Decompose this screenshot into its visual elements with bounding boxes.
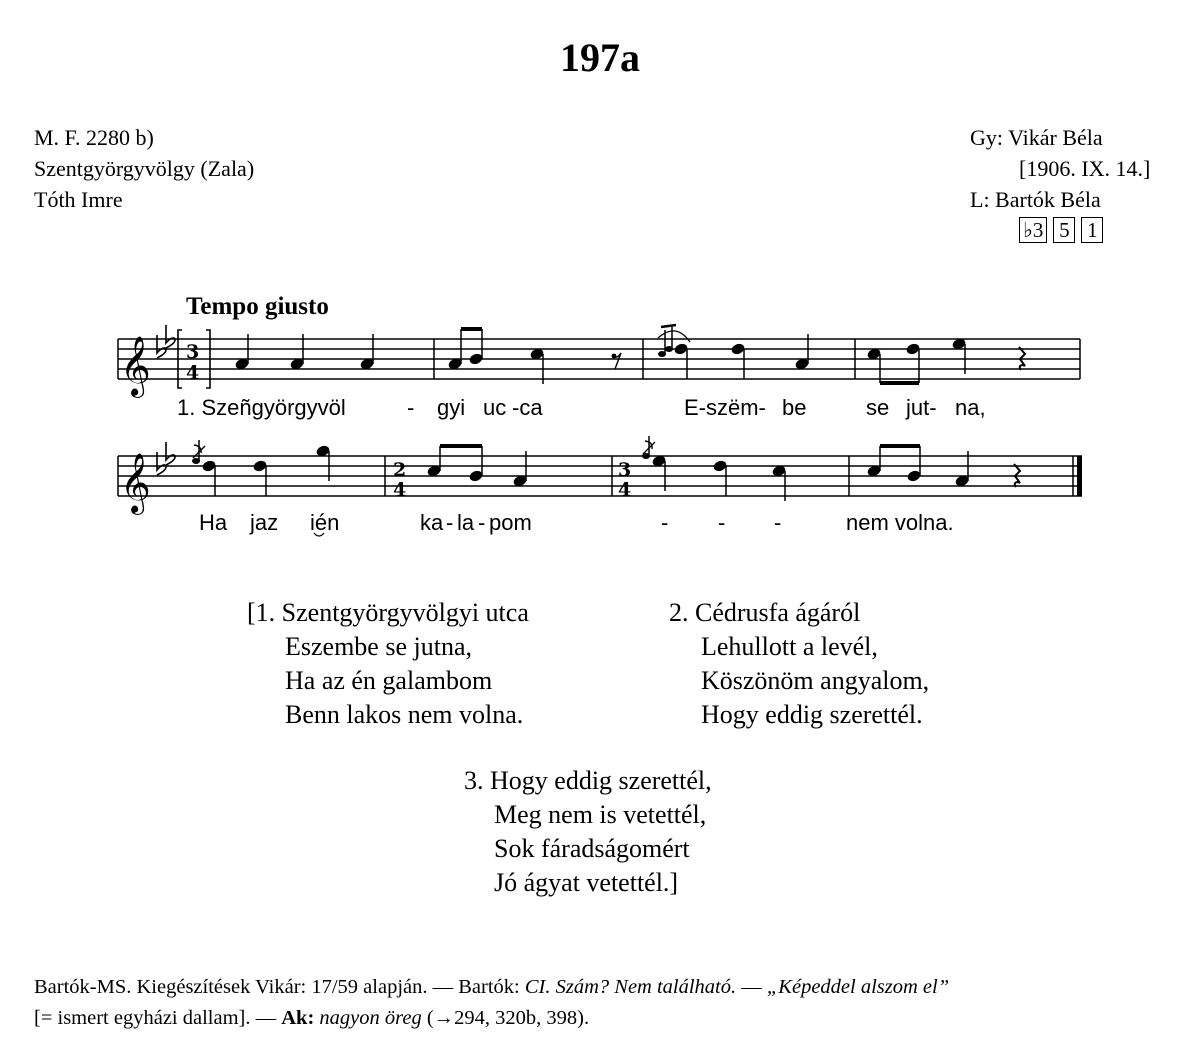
catalog-number: M. F. 2280 b): [34, 125, 154, 150]
lyric: -: [774, 510, 782, 535]
page-title: 197a: [560, 35, 640, 80]
tempo-marking: Tempo giusto: [186, 293, 329, 320]
lyric: E-szëm-: [684, 395, 766, 420]
lyric: -: [446, 510, 454, 535]
footnote-text: (→294, 320b, 398).: [421, 1007, 590, 1029]
footnote-italic: nagyon öreg: [319, 1007, 422, 1029]
stanza-line: Meg nem is vetettél,: [494, 800, 707, 829]
treble-clef-icon: 𝄞: [120, 336, 151, 396]
location: Szentgyörgyvölgy (Zala): [34, 156, 255, 181]
lyric: jaz: [250, 510, 279, 535]
cadence-box: 5: [1053, 217, 1075, 243]
stanza-line: Eszembe se jutna,: [285, 632, 472, 661]
performer: Tóth Imre: [34, 187, 123, 212]
footnote-italic: CI. Szám? Nem található.: [524, 976, 737, 998]
stanza-line: Jó ágyat vetettél.]: [494, 868, 679, 897]
lyric: -ca: [512, 395, 543, 420]
stanza-2: [669, 596, 929, 732]
lyric: be: [782, 395, 807, 420]
lyric: -: [478, 510, 486, 535]
eighth-rest-icon: [612, 353, 621, 369]
lyric: -: [718, 510, 726, 535]
cadence-box: 1: [1081, 217, 1103, 243]
svg-text:3: 3: [186, 341, 200, 363]
cadence-box: ♭3: [1019, 217, 1047, 243]
lyric: la: [457, 510, 475, 535]
stanza-line: Benn lakos nem volna.: [285, 700, 524, 729]
stanza-line: 3. Hogy eddig szerettél,: [464, 766, 712, 795]
footnote-text: [= ismert egyházi dallam]. —: [34, 1007, 282, 1029]
lyric: ka: [420, 510, 444, 535]
transcriber: L: Bartók Béla: [970, 187, 1101, 212]
lyric: 1. Szeñgyörgyvöl: [177, 395, 346, 420]
lyrics-line-1: [177, 395, 986, 420]
collector: Gy: Vikár Béla: [970, 125, 1103, 150]
footnote: [34, 972, 1174, 1034]
footnote-text: Bartók-MS. Kiegészítések Vikár: 17/59 alapján. — Bartók:: [34, 976, 525, 998]
stanza-line: [1. Szentgyörgyvölgyi utca: [247, 598, 529, 627]
lyric: ién: [310, 510, 340, 535]
lyric: se: [866, 395, 890, 420]
stanza-line: Sok fáradságomért: [494, 834, 690, 863]
svg-text:2: 2: [393, 459, 407, 481]
lyric: Ha: [199, 510, 228, 535]
stanza-line: 2. Cédrusfa ágáról: [669, 598, 861, 627]
lyric: gyi: [437, 395, 466, 420]
stanza-1: [247, 596, 529, 732]
svg-text:4: 4: [393, 479, 407, 501]
treble-clef-icon: 𝄞: [120, 453, 151, 513]
stanza-3: [464, 764, 712, 900]
staff-system-1: [118, 325, 1080, 398]
lyric: -: [661, 510, 669, 535]
lyrics-line-2: [199, 510, 954, 536]
footnote-text: —: [736, 976, 767, 998]
stanza-line: Hogy eddig szerettél.: [701, 700, 923, 729]
lyric: uc: [483, 395, 507, 420]
stanza-line: Ha az én galambom: [285, 666, 493, 695]
lyric: nem volna.: [846, 510, 954, 535]
lyric: jut-: [906, 395, 937, 420]
stanza-line: Köszönöm angyalom,: [701, 666, 930, 695]
lyric: pom: [489, 510, 532, 535]
footnote-bold: Ak:: [281, 1007, 315, 1029]
flat-icon: [166, 325, 175, 348]
flat-icon: [166, 442, 175, 465]
collection-date: [1906. IX. 14.]: [1019, 156, 1151, 181]
svg-text:4: 4: [186, 362, 200, 384]
lyric: -: [407, 395, 415, 420]
stanza-line: Lehullott a levél,: [701, 632, 878, 661]
staff-system-2: [118, 436, 1082, 515]
svg-text:3: 3: [618, 459, 632, 481]
footnote-quote: „Képeddel alszom el”: [766, 976, 950, 998]
svg-text:4: 4: [618, 479, 632, 501]
lyric: na,: [955, 395, 986, 420]
